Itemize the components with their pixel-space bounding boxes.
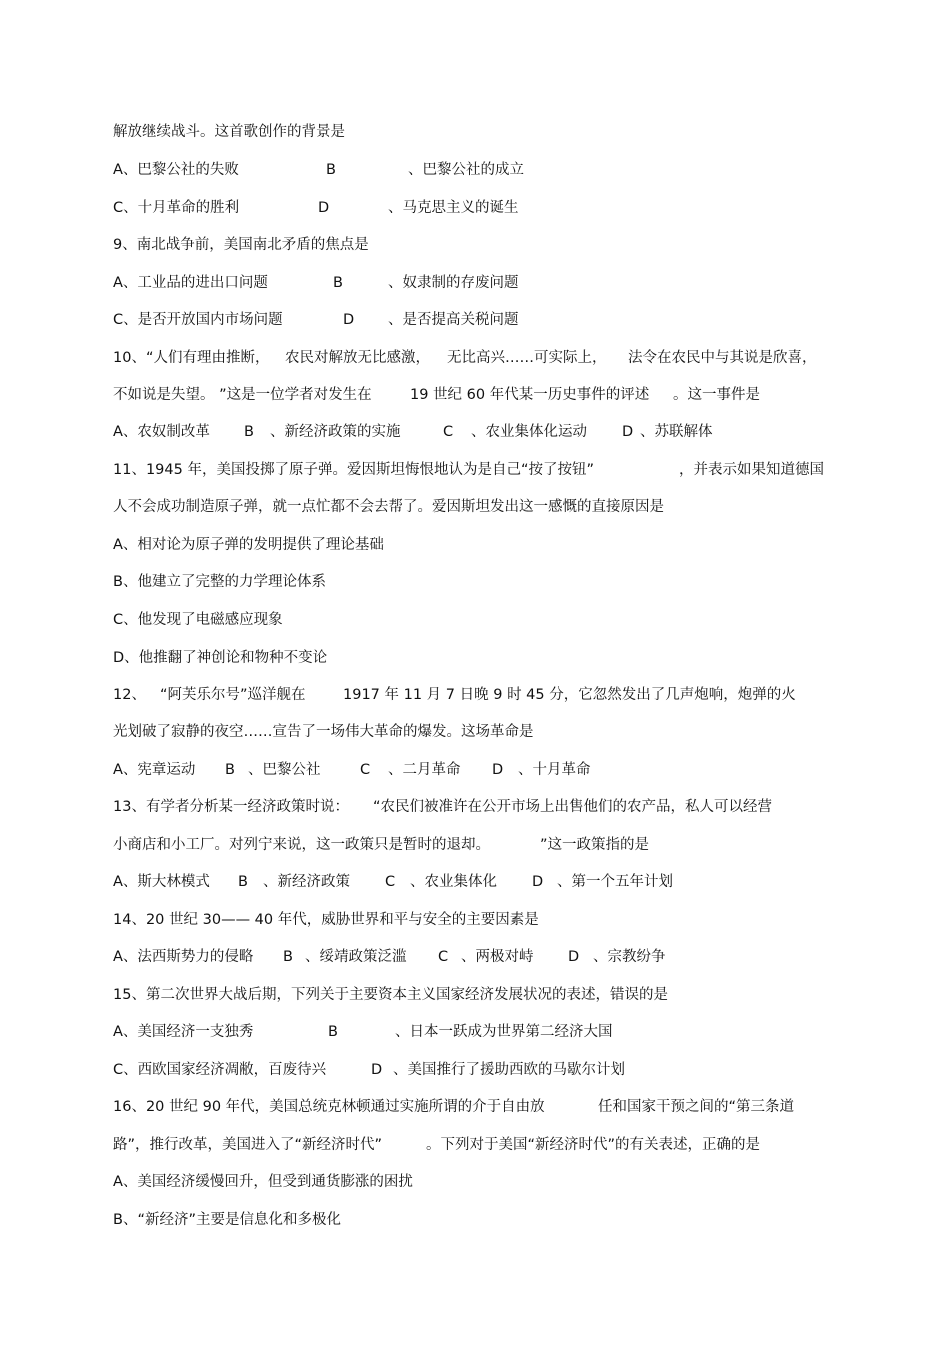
text-segment: 14、20 世纪 30—— 40 年代，威胁世界和平与安全的主要因素是 bbox=[113, 912, 539, 928]
option-d-letter: D bbox=[318, 200, 330, 216]
option-c: C、西欧国家经济凋敝，百废待兴 bbox=[113, 1062, 327, 1078]
text-segment: 10、“人们有理由推断， bbox=[113, 350, 270, 366]
option-d-letter: D bbox=[371, 1062, 383, 1078]
text-segment: 法令在农民中与其说是欣喜， bbox=[628, 350, 817, 366]
option-c-letter: C bbox=[360, 762, 371, 778]
option-b: 、新经济政策 bbox=[263, 874, 350, 890]
option-c: C、是否开放国内市场问题 bbox=[113, 312, 283, 328]
option-c-letter: C bbox=[385, 874, 396, 890]
text-segment: 1917 年 11 月 7 日晚 9 时 45 分，它忽然发出了几声炮响，炮弹的火 bbox=[343, 687, 796, 703]
option-b-letter: B bbox=[238, 874, 248, 890]
option-b-letter: B bbox=[333, 275, 343, 291]
option-c: 、农业集体化 bbox=[410, 874, 497, 890]
option-d: 、第一个五年计划 bbox=[557, 874, 673, 890]
text-segment: 小商店和小工厂。对列宁来说，这一政策只是暂时的退却。 bbox=[113, 837, 490, 853]
option-b-letter: B bbox=[244, 424, 254, 440]
text-segment: “阿芙乐尔号”巡洋舰在 bbox=[160, 687, 306, 703]
text-segment: 19 世纪 60 年代某一历史事件的评述 bbox=[410, 387, 650, 403]
text-segment: 光划破了寂静的夜空……宣告了一场伟大革命的爆发。这场革命是 bbox=[113, 724, 534, 740]
option-d-letter: D bbox=[532, 874, 544, 890]
option-b: 、新经济政策的实施 bbox=[270, 424, 401, 440]
text-segment: 16、20 世纪 90 年代，美国总统克林顿通过实施所谓的介于自由放 bbox=[113, 1099, 545, 1115]
text-segment: 任和国家干预之间的“第三条道 bbox=[598, 1099, 795, 1115]
option-a: A、巴黎公社的失败 bbox=[113, 162, 239, 178]
text-segment: 农民对解放无比感激， bbox=[285, 350, 430, 366]
text-segment: ”这一政策指的是 bbox=[540, 837, 650, 853]
option-d-letter: D bbox=[492, 762, 504, 778]
option-b: 、日本一跃成为世界第二经济大国 bbox=[395, 1024, 613, 1040]
option-a: A、工业品的进出口问题 bbox=[113, 275, 268, 291]
option-d-letter: D bbox=[622, 424, 634, 440]
option-c: 、农业集体化运动 bbox=[471, 424, 587, 440]
option-c: C、他发现了电磁感应现象 bbox=[113, 612, 283, 628]
text-segment: 12、 bbox=[113, 687, 146, 703]
option-a: A、法西斯势力的侵略 bbox=[113, 949, 254, 965]
option-b-letter: B bbox=[225, 762, 235, 778]
option-a: A、斯大林模式 bbox=[113, 874, 210, 890]
text-segment: 不如说是失望。 ”这是一位学者对发生在 bbox=[113, 387, 372, 403]
text-segment: 人不会成功制造原子弹，就一点忙都不会去帮了。爱因斯坦发出这一感慨的直接原因是 bbox=[113, 499, 664, 515]
text-segment: “农民们被准许在公开市场上出售他们的农产品，私人可以经营 bbox=[373, 799, 773, 815]
option-d: D、他推翻了神创论和物种不变论 bbox=[113, 650, 328, 666]
option-d: 、是否提高关税问题 bbox=[388, 312, 519, 328]
text-segment: 11、1945 年，美国投掷了原子弹。爱因斯坦悔恨地认为是自己“按了按钮” bbox=[113, 462, 594, 478]
option-b: 、巴黎公社 bbox=[248, 762, 321, 778]
option-b-letter: B bbox=[328, 1024, 338, 1040]
option-d-letter: D bbox=[343, 312, 355, 328]
option-c-letter: C bbox=[438, 949, 449, 965]
option-d: 、苏联解体 bbox=[640, 424, 713, 440]
option-d: 、十月革命 bbox=[518, 762, 591, 778]
text-segment: 无比高兴……可实际上， bbox=[447, 350, 607, 366]
option-c: 、二月革命 bbox=[388, 762, 461, 778]
text-segment: 13、有学者分析某一经济政策时说： bbox=[113, 799, 349, 815]
option-b-letter: B bbox=[326, 162, 336, 178]
option-b: B、他建立了完整的力学理论体系 bbox=[113, 574, 326, 590]
text-segment: 路”，推行改革，美国进入了“新经济时代” bbox=[113, 1137, 383, 1153]
option-c: 、两极对峙 bbox=[461, 949, 534, 965]
text-segment: 。这一事件是 bbox=[673, 387, 760, 403]
option-b: 、奴隶制的存废问题 bbox=[388, 275, 519, 291]
option-a: A、美国经济一支独秀 bbox=[113, 1024, 254, 1040]
text-segment: 15、第二次世界大战后期，下列关于主要资本主义国家经济发展状况的表述，错误的是 bbox=[113, 987, 668, 1003]
option-b: 、绥靖政策泛滥 bbox=[305, 949, 407, 965]
option-c: C、十月革命的胜利 bbox=[113, 200, 240, 216]
option-a: A、美国经济缓慢回升，但受到通货膨涨的困扰 bbox=[113, 1174, 413, 1190]
text-segment: 。下列对于美国“新经济时代”的有关表述，正确的是 bbox=[426, 1137, 761, 1153]
option-d-letter: D bbox=[568, 949, 580, 965]
option-b: B、“新经济”主要是信息化和多极化 bbox=[113, 1212, 341, 1228]
option-b: 、巴黎公社的成立 bbox=[408, 162, 524, 178]
option-b-letter: B bbox=[283, 949, 293, 965]
option-a: A、相对论为原子弹的发明提供了理论基础 bbox=[113, 537, 384, 553]
option-d: 、美国推行了援助西欧的马歇尔计划 bbox=[393, 1062, 625, 1078]
option-a: A、农奴制改革 bbox=[113, 424, 210, 440]
option-a: A、宪章运动 bbox=[113, 762, 196, 778]
option-d: 、宗教纷争 bbox=[593, 949, 666, 965]
text-segment: ，并表示如果知道德国 bbox=[679, 462, 824, 478]
option-d: 、马克思主义的诞生 bbox=[388, 200, 519, 216]
question-text: 9、南北战争前，美国南北矛盾的焦点是 bbox=[113, 237, 369, 253]
text-segment: 解放继续战斗。这首歌创作的背景是 bbox=[113, 124, 345, 140]
option-c-letter: C bbox=[443, 424, 454, 440]
